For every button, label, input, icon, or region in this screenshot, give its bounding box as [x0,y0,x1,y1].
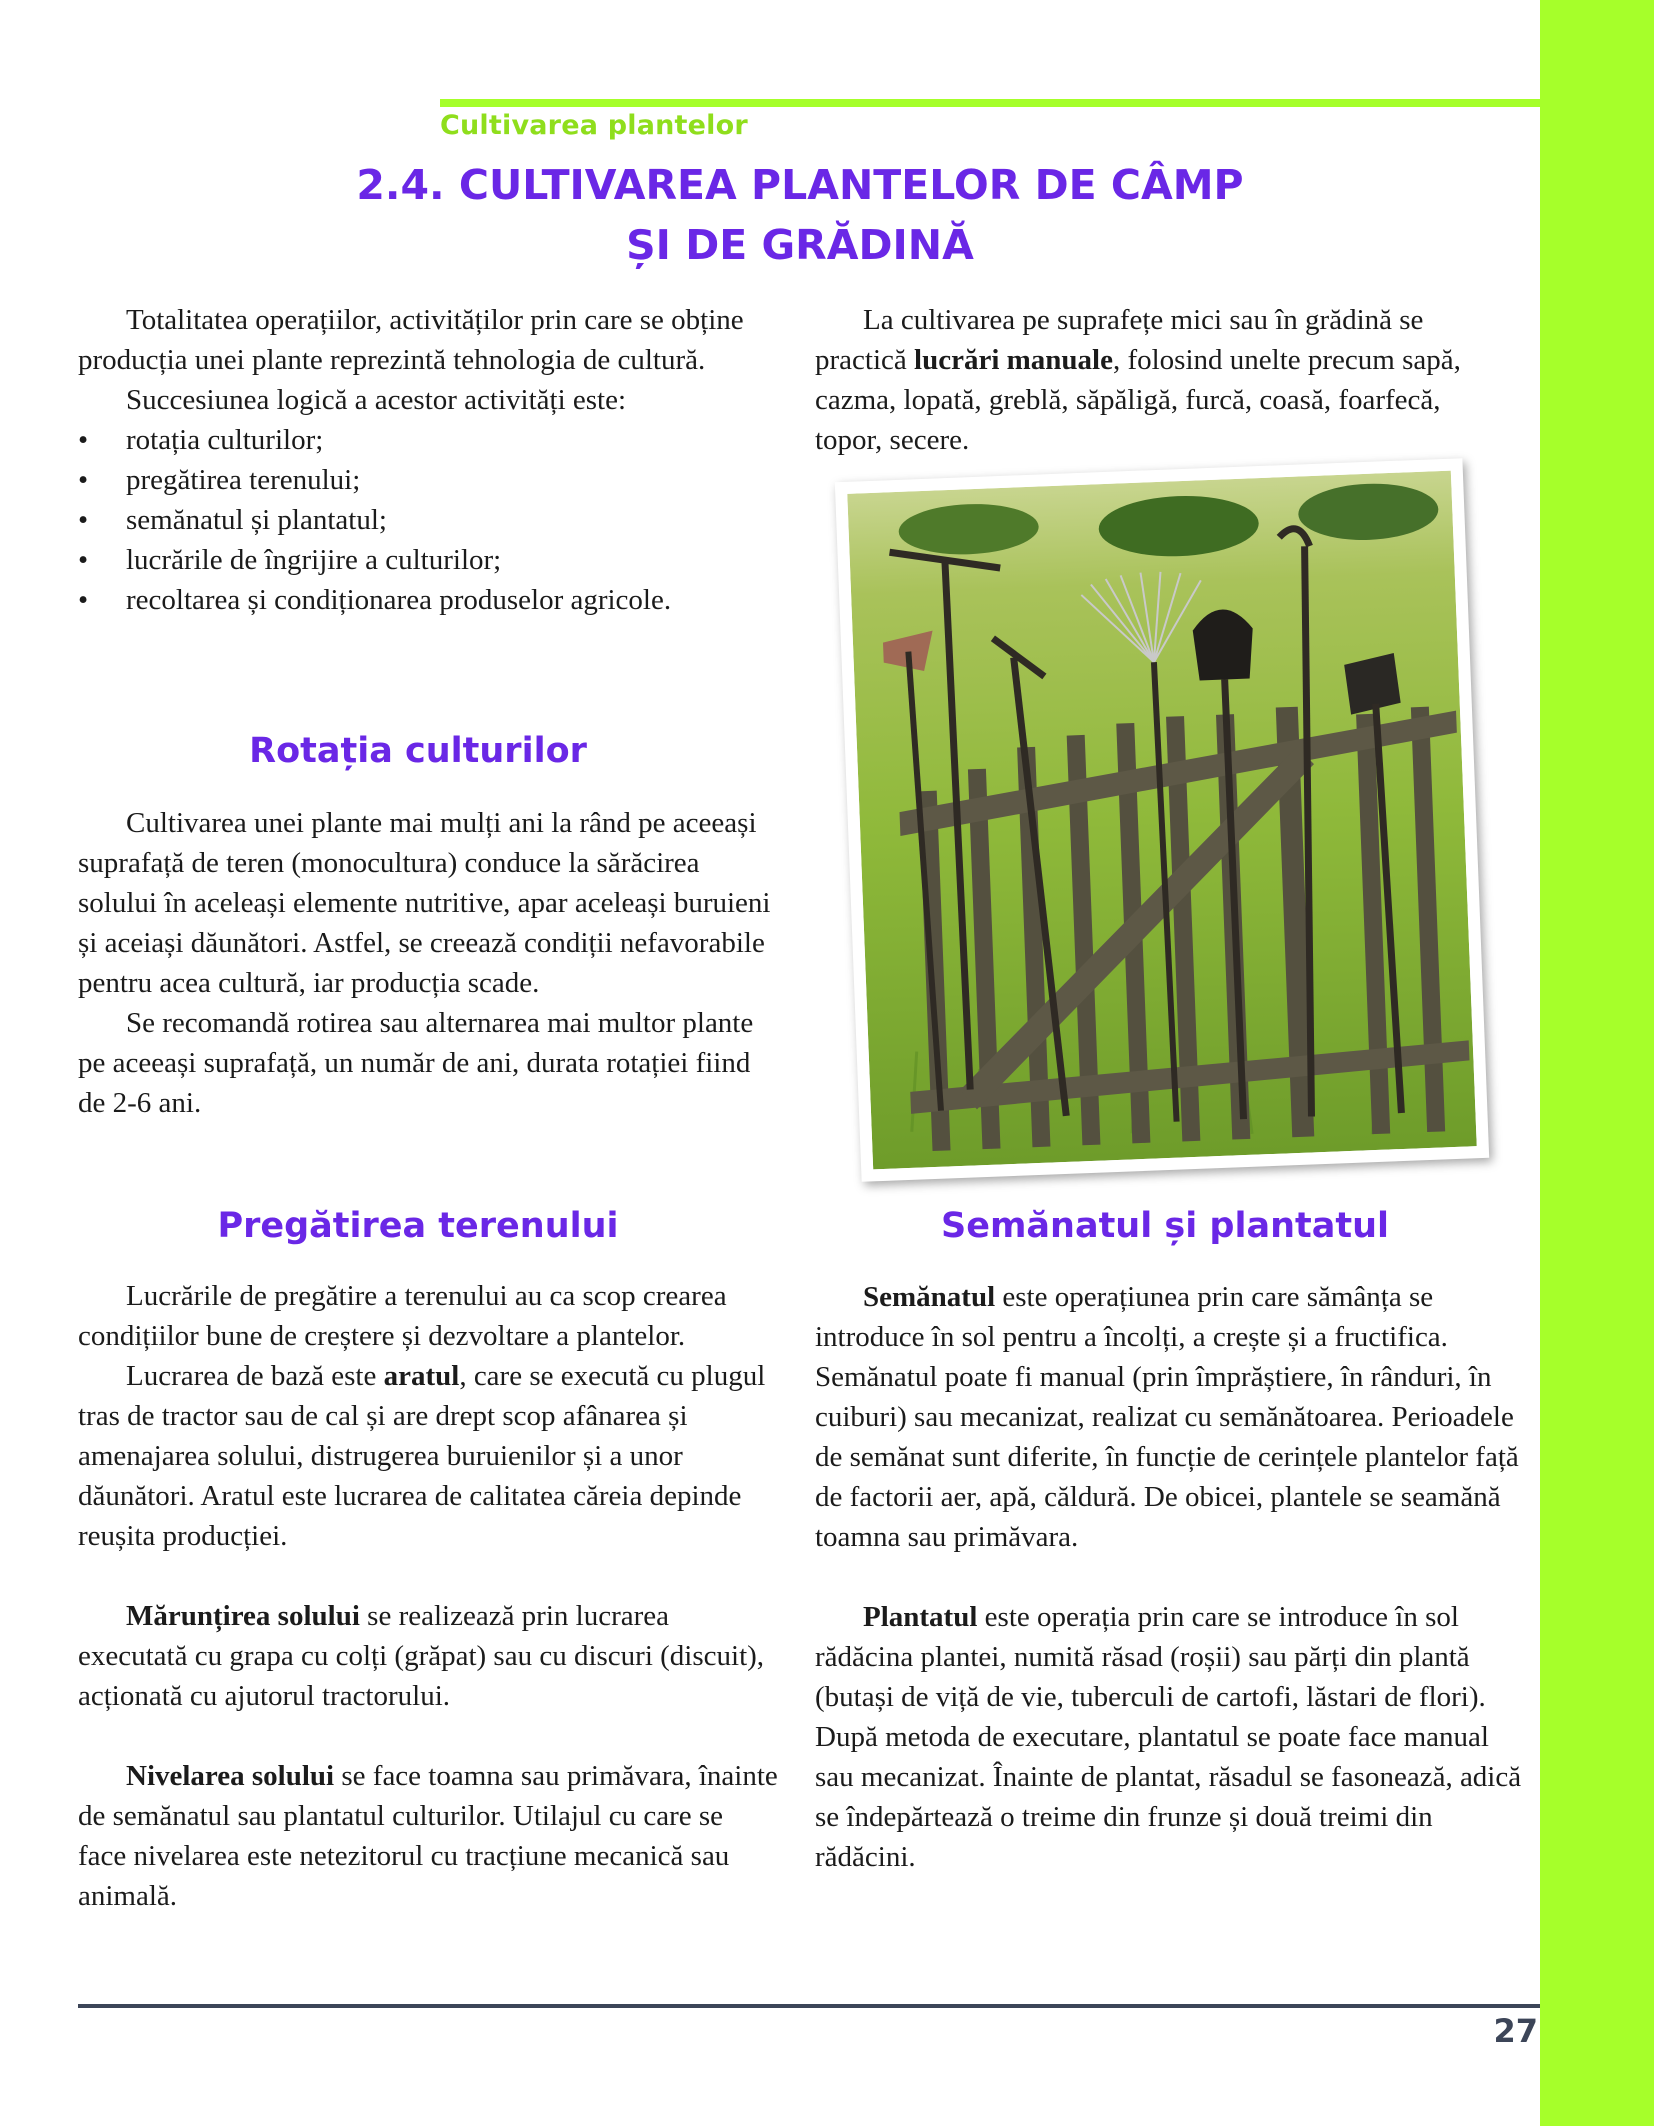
manual-work-paragraph [815,300,1515,460]
garden-tools-photo [835,458,1489,1182]
list-item: • semănatul și plantatul; [78,500,758,540]
text-run: este operațiunea prin care sămânța se introduce în sol pentru a încolți, a crește și a fructifica. Semănatul poate fi manual (prin împrăștiere, în rânduri, în cuiburi) sau mecanizat, realizat cu semănătoarea. Perioadele de semănat sunt diferite, în funcție de cerințele plantelor față de factorii aer, apă, căldură. De obicei, plantele se seamănă toamna sau primăvara. [815,1281,1519,1553]
text-run: , folosind unelte precum sapă, cazma, lopată, greblă, săpăligă, furcă, coasă, foarfecă, topor, secere. [815,344,1461,456]
side-accent-bar [1540,0,1654,2126]
rotatia-paragraph-2: Se recomandă rotirea sau alternarea mai multor plante pe aceeași suprafață, un număr de ani, durata rotației fiind de 2-6 ani. [78,1007,754,1119]
term-maruntire: Mărunțirea solului [126,1600,360,1632]
list-item: • recoltarea și condiționarea produselor agricole. [78,580,758,620]
pregatire-paragraph-1: Lucrările de pregătire a terenului au ca scop crearea condițiilor bune de creștere și dezvoltare a plantelor. [78,1280,727,1352]
term-nivelare: Nivelarea solului [126,1760,335,1792]
pregatire-block [78,1276,778,1916]
rotatia-paragraph-1: Cultivarea unei plante mai mulți ani la rând pe aceeași suprafață de teren (monocultura) conduce la sărăcirea solului în aceleași elemente nutritive, apar aceleași buruieni și aceiași dăunători. Astfel, se creează condiții nefavorabile pentru acea cultură, iar producția scade. [78,807,771,999]
footer-rule [78,2004,1540,2008]
list-item: • lucrările de îngrijire a culturilor; [78,540,758,580]
pregatire-paragraph-2 [78,1356,778,1556]
text-run: Lucrarea de bază este [126,1360,384,1392]
page-number: 27 [1493,2012,1538,2050]
garden-tools-illustration [847,471,1477,1170]
term-semanatul: Semănatul [863,1281,996,1313]
list-item: • rotația culturilor; [78,420,758,460]
rotatia-block [78,803,778,1123]
heading-rotatia: Rotația culturilor [249,731,587,771]
manual-work-block [815,300,1515,460]
page-title-line1: 2.4. CULTIVAREA PLANTELOR DE CÂMP [356,161,1244,209]
semanat-block [815,1277,1525,1877]
sequence-intro: Succesiunea logică a acestor activități este: [126,384,627,416]
text-run: La cultivarea pe suprafețe mici sau în grădină se practică [815,304,1424,376]
page-title-line2: ȘI DE GRĂDINĂ [626,221,974,269]
header-rule [440,99,1542,107]
page-title [300,155,1300,275]
term-plantatul: Plantatul [863,1601,978,1633]
term-lucrari-manuale: lucrări manuale [914,344,1113,376]
text-run: se realizează prin lucrarea executată cu grapa cu colți (grăpat) sau cu discuri (discuit), acționată cu ajutorul tractorului. [78,1600,765,1712]
text-run: este operația prin care se introduce în sol rădăcina plantei, numită răsad (roșii) sau părți din plantă (butași de viță de vie, tuberculi de cartofi, lăstari de flori). După metoda de executare, plantatul se poate face manual sau mecanizat. Înainte de plantat, răsadul se fasonează, adică se îndepărtează o treime din frunze și două treimi din rădăcini. [815,1601,1522,1873]
nivelare-paragraph [78,1756,778,1916]
intro-paragraph: Totalitatea operațiilor, activităților prin care se obține producția unei plante reprezintă tehnologia de cultură. [78,304,744,376]
heading-pregatire: Pregătirea terenului [217,1206,619,1246]
heading-semanat: Semănatul și plantatul [941,1206,1389,1246]
text-run: , care se execută cu plugul tras de tractor sau de cal și are drept scop afânarea și amenajarea solului, distrugerea buruienilor și a unor dăunători. Aratul este lucrarea de calitatea căreia depinde reușita producției. [78,1360,766,1552]
semanat-paragraph [815,1277,1525,1557]
list-item: • pregătirea terenului; [78,460,758,500]
term-aratul: aratul [383,1360,460,1392]
maruntire-paragraph [78,1596,778,1716]
steps-list [78,420,758,620]
intro-block [78,300,758,620]
section-label: Cultivarea plantelor [440,110,748,141]
plantat-paragraph [815,1597,1525,1877]
text-run: se face toamna sau primăvara, înainte de semănatul sau plantatul culturilor. Utilajul cu care se face nivelarea este netezitorul cu tracțiune mecanică sau animală. [78,1760,778,1912]
